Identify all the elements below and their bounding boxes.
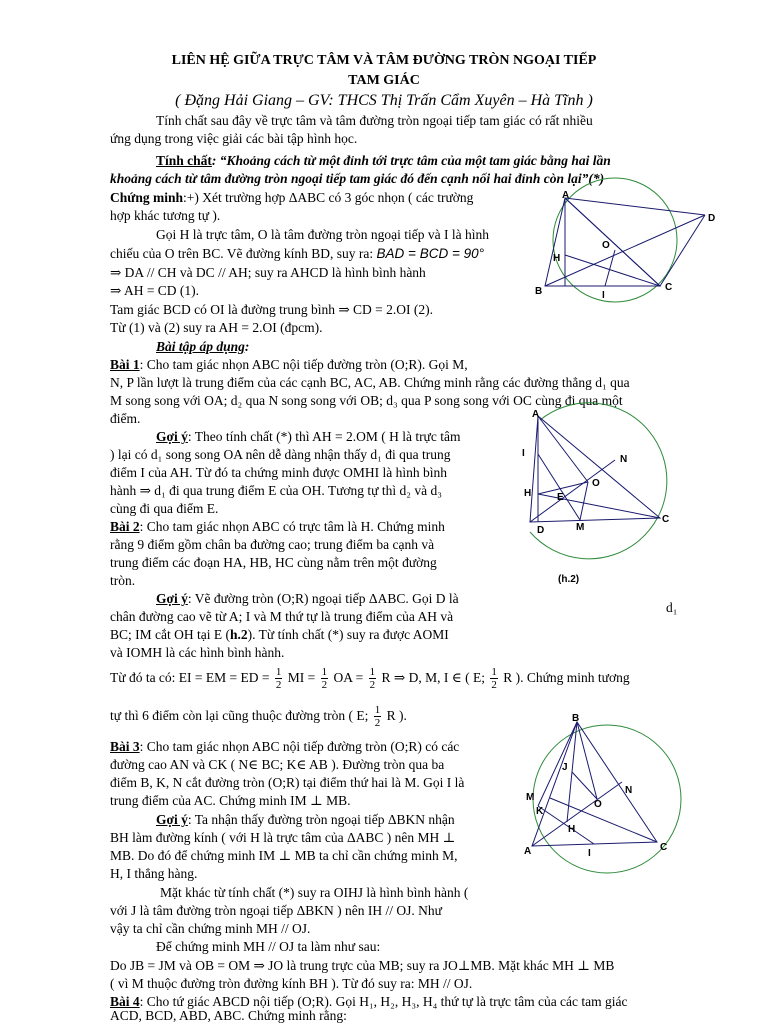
bai4-label: Bài 4 [110,994,140,1009]
hint3-line: H, I thẳng hàng. [110,866,198,881]
fig2-label-d: D [537,525,545,536]
formula-line [110,665,630,691]
fig1-diameter-bd [545,215,705,286]
bai4-text: : Cho tứ giác ABCD nội tiếp (O;R). Gọi H₁, H₂, H₃, H₄ thứ tự là trực tâm của các tam giác [139,994,628,1009]
bai3-line [110,738,459,755]
intro-line: ứng dụng trong việc giải các bài tập hình học. [110,131,358,146]
fig3-label-o: O [594,799,602,810]
hint1-line [156,428,461,445]
hint1-text: : Theo tính chất (*) thì AH = 2.OM ( H là trực tâm [187,429,461,444]
fig3-label-h: H [568,824,576,835]
proof-text: chiếu của O trên BC. Vẽ đường kính BD, suy ra: [110,246,374,261]
bai2-text: : Cho tam giác nhọn ABC có trực tâm là H. Chứng minh [139,519,445,534]
fig2-label-i: I [522,448,525,459]
property-label: Tính chất [156,153,212,168]
hint-label: Gợi ý [156,429,188,444]
bai3-text: : Cho tam giác nhọn ABC nội tiếp đường tròn (O;R) có các [139,739,460,754]
formula-text: OA = [333,670,364,685]
figure-2 [510,409,690,585]
fig1-label-b: B [535,286,543,297]
proof-line: ⇒ AH = CD (1). [110,283,200,298]
bai3-label: Bài 3 [110,739,140,754]
formula-text: R ). [386,708,407,723]
hint3-line: vậy ta chỉ cần chứng minh MH // OJ. [110,921,311,936]
fig2-label-a: A [532,409,540,420]
proof-line: Tam giác BCD có OI là đường trung bình ⇒ CD = 2.OI (2). [110,302,434,317]
fig3-label-a: A [524,846,532,857]
property-text: : “Khoảng cách từ một đỉnh tới trực tâm của một tam giác bằng hai lần [211,153,611,168]
hint1-line: ) lại có d₁ song song OA nên dễ dàng nhận thấy d₁ đi qua trung [110,447,451,462]
fig3-label-k: K [536,806,544,817]
hint2-line [110,626,449,643]
fig1-label-c: C [665,282,673,293]
hint3-text: : Ta nhận thấy đường tròn ngoại tiếp ΔBKN nhận [187,812,455,827]
fraction-half: $\frac{1}{2}$ [369,666,376,692]
formula-text: Từ đó ta có: EI = EM = ED = [110,670,270,685]
hint1-line: hành ⇒ d₁ đi qua trung điểm E của OH. Tương tự thì d₂ và d₃ [110,483,442,498]
fig2-line-om [580,482,588,520]
hint3-line: Mặt khác từ tính chất (*) suy ra OIHJ là hình bình hành ( [160,885,469,900]
property-line [156,152,611,169]
fig1-label-d: D [708,213,716,224]
formula-text: R ). Chứng minh tương [503,670,630,685]
fig3-line-mi [538,806,594,844]
proof-label: Chứng minh [110,190,184,205]
fig2-label-h: H [524,488,532,499]
apply-colon: : [244,339,250,354]
formula-line [110,703,407,729]
figure-3 [522,714,692,864]
fig3-altitude-ck [550,798,657,842]
hint2-line [156,590,459,607]
hint1-line: cùng đi qua điểm E. [110,501,219,516]
hint2-line: chân đường cao vẽ từ A; I và M thứ tự là trung điểm của AH và [110,609,454,624]
fig2-label-e: E [557,492,564,503]
property-line: khoảng cách từ tâm đường tròn ngoại tiếp tam giác đó đến cạnh nối hai đỉnh còn lại”(*) [110,171,605,186]
fig3-line-bm [538,722,577,806]
fig1-circumcircle [553,178,677,302]
bai1-text: : Cho tam giác nhọn ABC nội tiếp đường tròn (O;R). Gọi M, [139,357,468,372]
fig2-caption: (h.2) [558,574,580,585]
proof-line: hợp khác tương tự ). [110,208,221,223]
bai1-line: N, P lần lượt là trung điểm của các cạnh BC, AC, AB. Chứng minh rằng các đường thẳng d₁ qua [110,375,630,390]
fig1-segment-oi [605,250,615,286]
bai2-line: tròn. [110,573,136,588]
intro-line: Tính chất sau đây về trực tâm và tâm đường tròn ngoại tiếp tam giác có rất nhiều [156,113,593,128]
fig1-segment-dc [660,215,705,286]
hint3-line: Để chứng minh MH // OJ ta làm như sau: [156,939,381,954]
hint2-line: và IOMH là các hình bình hành. [110,645,285,660]
fig3-circumcircle [533,725,681,873]
bai3-line: đường cao AN và CK ( N∈ BC; K∈ AB ). Đường tròn qua ba [110,757,445,772]
fig1-segment-da [565,198,705,215]
proof-line: Gọi H là trực tâm, O là tâm đường tròn ngoại tiếp và I là hình [156,227,489,242]
hint3-line: MB. Do đó để chứng minh IM ⊥ MB ta chỉ cần chứng minh M, [110,848,458,863]
bai1-label: Bài 1 [110,357,140,372]
formula-text: MI = [287,670,316,685]
author-line: ( Đặng Hải Giang – GV: THCS Thị Trấn Cẩm Xuyên – Hà Tĩnh ) [175,92,593,109]
fig2-label-n: N [620,454,628,465]
fig3-label-c: C [660,842,668,853]
apply-label: Bài tập áp dụng [156,339,245,354]
formula-text: tự thì 6 điểm còn lại cũng thuộc đường tròn ( E; [110,708,369,723]
bai3-line: điểm B, K, N cắt đường tròn (O;R) tại điểm thứ hai là M. Gọi I là [110,775,465,790]
proof-line [110,189,473,206]
title-line-1: LIÊN HỆ GIỮA TRỰC TÂM VÀ TÂM ĐƯỜNG TRÒN NGOẠI TIẾP [171,53,597,68]
fig3-triangle-abc [532,722,657,846]
hint3-line: BH làm đường kính ( với H là trực tâm của ΔABC ) nên MH ⊥ [110,830,456,845]
fig2-line-ao [538,416,588,482]
angle-formula: BAD = BCD = 90° [376,246,484,261]
apply-heading [156,338,249,355]
hint3-line: với J là tâm đường tròn ngoại tiếp ΔBKN ) nên IH // OJ. Như [110,903,442,918]
fig1-segment-ah [565,198,660,286]
fig2-label-o: O [592,478,600,489]
fig1-label-h: H [553,253,561,264]
fraction-half: $\frac{1}{2}$ [275,666,282,692]
fig1-label-o: O [602,240,610,251]
proof-line: ⇒ DA // CH và DC // AH; suy ra AHCD là hình bình hành [110,265,426,280]
fig1-label-a: A [562,190,570,201]
bai1-line [110,356,468,373]
fig3-label-b: B [572,713,580,724]
hint1-line: điểm I của AH. Từ đó ta chứng minh được OMHI là hình bình [110,465,448,480]
proof-text: :+) Xét trường hợp ΔABC có 3 góc nhọn ( các trường [183,190,474,205]
proof-line: Từ (1) và (2) suy ra AH = 2.OI (đpcm). [110,320,323,335]
fraction-half: $\frac{1}{2}$ [374,704,381,730]
fig3-altitude-an [532,782,622,846]
bai2-label: Bài 2 [110,519,140,534]
fig2-label-c: C [662,514,670,525]
hint-label: Gợi ý [156,812,188,827]
fraction-half: $\frac{1}{2}$ [491,666,497,692]
formula-text: R ⇒ D, M, I ∈ ( E; [381,670,485,685]
hint3-line: ( vì M thuộc đường tròn đường kính BH ). Từ đó suy ra: MH // OJ. [110,976,473,991]
bai4-line: ACD, BCD, ABD, ABC. Chứng minh rằng: [110,1008,347,1023]
hint3-line: Do JB = JM và OB = OM ⇒ JO là trung trực của MB; suy ra JO⊥MB. Mặt khác MH ⊥ MB [110,958,615,973]
proof-line [110,245,484,262]
fig1-label-i: I [602,290,605,301]
fig2-line-bn [530,460,615,522]
bai2-line: rằng 9 điểm gồm chân ba đường cao; trung điểm ba cạnh và [110,537,435,552]
hint2-text: ). Từ tính chất (*) suy ra được AOMI [247,627,449,642]
figure-1 [520,190,720,300]
hint2-text: : Vẽ đường tròn (O;R) ngoại tiếp ΔABC. Gọi D là [187,591,459,606]
hint-label: Gợi ý [156,591,188,606]
bai3-line: trung điểm của AC. Chứng minh IM ⊥ MB. [110,793,351,808]
fig3-label-i: I [588,848,591,859]
fig3-line-bo [577,722,597,799]
bai2-line: trung điểm các đoạn HA, HB, HC cùng nằm trên một đường [110,555,437,570]
fig2-label-m: M [576,522,585,533]
fig2-d1-label: d₁ [666,600,678,615]
bai2-line [110,518,445,535]
bai1-line: M song song với OA; d₂ qua N song song với OB; d₃ qua P song song với OC cùng đi qua một [110,393,623,408]
title-line-2: TAM GIÁC [348,73,420,88]
bai1-line: điểm. [110,411,141,426]
hint2-text: BC; IM cắt OH tại E ( [110,627,230,642]
hint2-figref: h.2 [229,627,248,642]
fig3-label-j: J [562,762,568,773]
hint3-line [156,811,455,828]
fig3-label-m: M [526,792,535,803]
fraction-half: $\frac{1}{2}$ [321,666,328,692]
fig3-label-n: N [625,785,633,796]
